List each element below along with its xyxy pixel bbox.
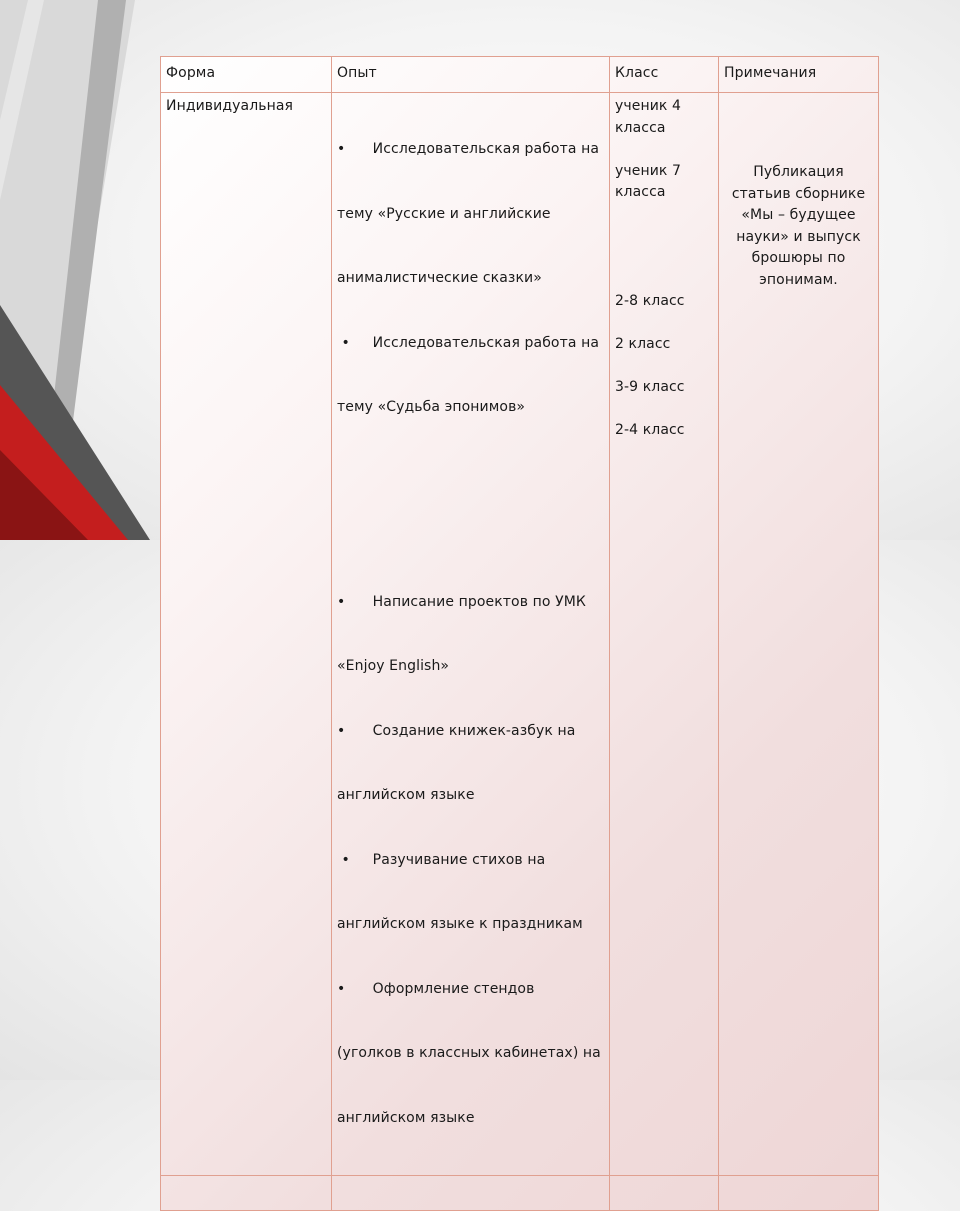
class-cell <box>610 93 719 1176</box>
table-header-row <box>161 57 879 93</box>
table-row <box>161 93 879 1176</box>
notes-line: Публикация <box>753 164 844 180</box>
notes-line: эпонимам. <box>759 271 838 288</box>
experience-cell <box>332 93 610 1176</box>
experience-line: тему «Русские и английские <box>337 205 551 222</box>
header-class: Класс <box>610 57 719 93</box>
class-line: 3-9 класс <box>615 378 685 395</box>
empty-cell <box>332 1176 610 1211</box>
header-notes: Примечания <box>719 57 879 93</box>
experience-line: (уголков в классных кабинетах) на <box>337 1045 601 1061</box>
experience-line: анималистические сказки» <box>337 270 542 286</box>
header-experience: Опыт <box>332 57 610 93</box>
notes-cell <box>719 93 879 1176</box>
experience-line: • Разучивание стихов на <box>337 851 546 868</box>
class-line: 2 класс <box>615 335 671 352</box>
class-line: класса <box>615 184 666 200</box>
form-cell: Индивидуальная <box>161 93 332 1176</box>
experience-line: • Написание проектов по УМК <box>337 593 586 610</box>
empty-cell <box>719 1176 879 1211</box>
empty-cell <box>161 1176 332 1211</box>
notes-line: «Мы – будущее <box>741 207 856 223</box>
experience-line: английском языке <box>337 787 475 803</box>
experience-line: английском языке к праздникам <box>337 916 583 932</box>
class-line: 2-8 класс <box>615 292 685 309</box>
empty-cell <box>610 1176 719 1211</box>
class-line: ученик 7 <box>615 162 682 179</box>
experience-line: • Оформление стендов <box>337 980 535 997</box>
table-empty-row <box>161 1176 879 1211</box>
header-form: Форма <box>161 57 332 93</box>
experience-line: • Создание книжек-азбук на <box>337 722 576 739</box>
experience-line: английском языке <box>337 1109 475 1126</box>
class-line: 2-4 класс <box>615 421 685 438</box>
class-line: класса <box>615 119 666 136</box>
class-line: ученик 4 <box>615 98 682 114</box>
notes-line: брошюры по <box>751 250 846 266</box>
notes-line: статьив сборнике <box>731 185 866 202</box>
experience-line: • Исследовательская работа на <box>337 334 600 351</box>
experience-table <box>160 56 879 1211</box>
experience-line: • Исследовательская работа на <box>337 141 600 157</box>
notes-line: науки» и выпуск <box>736 228 861 245</box>
experience-line: «Enjoy English» <box>337 658 450 674</box>
experience-line: тему «Судьба эпонимов» <box>337 399 526 415</box>
